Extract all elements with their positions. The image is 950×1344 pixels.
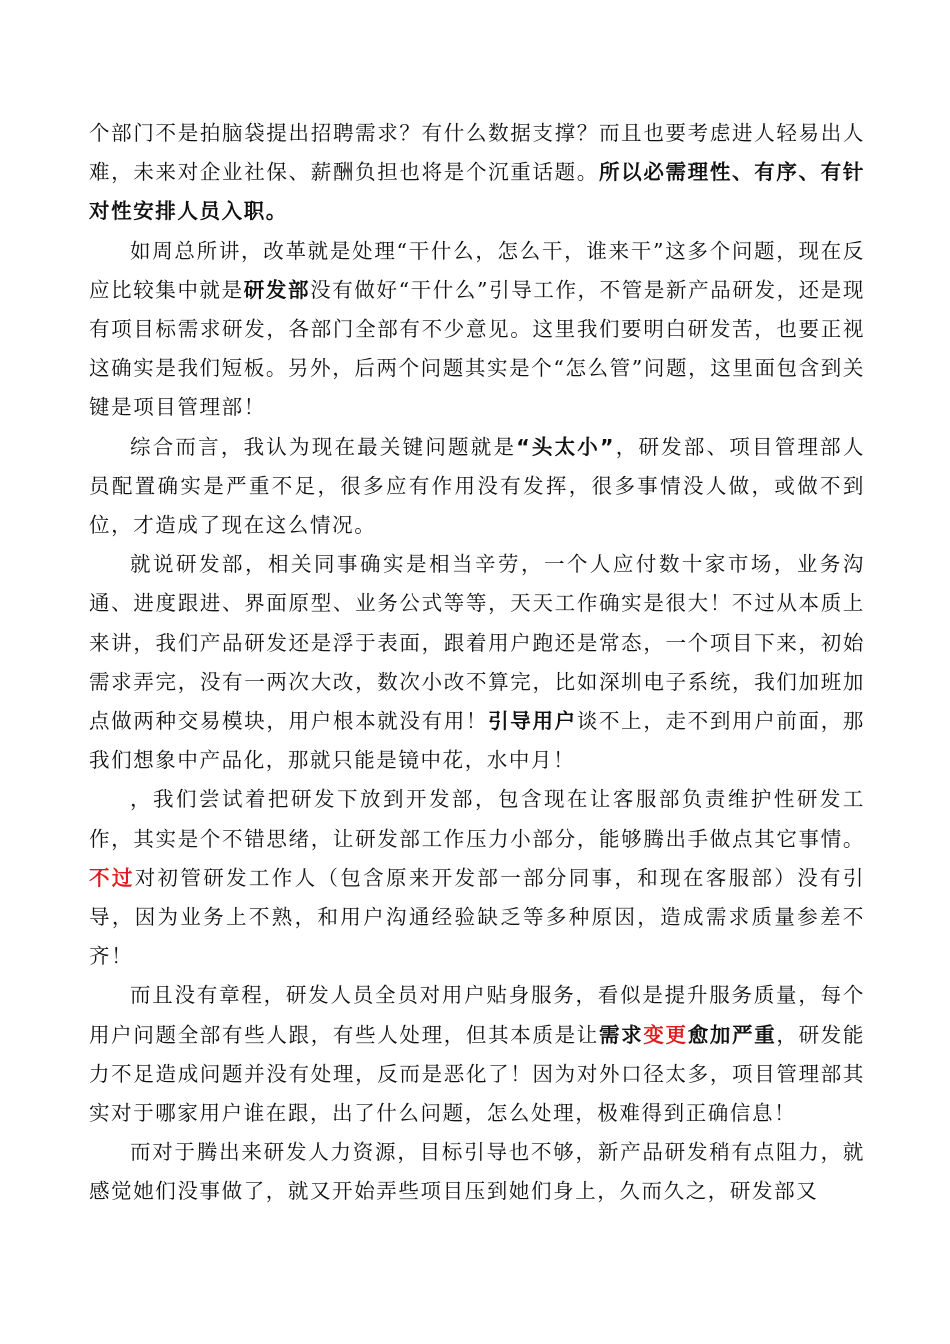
highlight-red-text: 不过 bbox=[89, 865, 135, 890]
paragraph-6 bbox=[89, 976, 865, 1133]
body-text: 对初管研发工作人（包含原来开发部一部分同事，和现在客服部）没有引导，因为业务上不熟，和用户沟通经验缺乏等多种原因，造成需求质量参差不齐！ bbox=[89, 865, 866, 969]
body-text: 谈不上，走不到用户前面，那我们想象中产品化，那就只能是镜中花，水中月！ bbox=[89, 709, 865, 773]
paragraph-2 bbox=[89, 232, 865, 428]
body-text: 而对于腾出来研发人力资源，目标引导也不够，新产品研发稍有点阻力，就感觉她们没事做了，就又开始弄些项目压到她们身上，久而久之，研发部又 bbox=[89, 1140, 865, 1204]
paragraph-7 bbox=[89, 1133, 865, 1211]
body-text: 综合而言，我认为现在最关键问题就是 bbox=[130, 434, 517, 459]
body-text: 没有做好“干什么”引导工作，不管是新产品研发，还是现有项目标需求研发，各部门全部有不少意见。这里我们要明白研发苦，也要正视这确实是我们短板。另外，后两个问题其实是个“怎么管”问题，这里面包含到关键是项目管理部！ bbox=[89, 277, 866, 420]
body-text: ，研发部、项目管理部人员配置确实是严重不足，很多应有作用没有发挥，很多事情没人做，或做不到位，才造成了现在这么情况。 bbox=[89, 434, 865, 538]
emphasis-text: 引导用户 bbox=[488, 709, 577, 734]
emphasis-text: 需求 bbox=[598, 1022, 644, 1047]
emphasis-text: 愈加严重 bbox=[687, 1022, 777, 1047]
body-text: ，我们尝试着把研发下放到开发部，包含现在让客服部负责维护性研发工作，其实是个不错思绪，让研发部工作压力小部分，能够腾出手做点其它事情。 bbox=[89, 787, 865, 851]
emphasis-text: 研发部 bbox=[243, 277, 311, 302]
body-text: 如周总所讲，改革就是处理“干什么，怎么干，谁来干”这多个问题，现在反应比较集中就是 bbox=[89, 238, 865, 302]
body-text: ，研发能力不足造成问题并没有处理，反而是恶化了！因为对外口径太多，项目管理部其实对于哪家用户谁在跟，出了什么问题，怎么处理，极难得到正确信息！ bbox=[89, 1022, 866, 1126]
body-text: 就说研发部，相关同事确实是相当辛劳，一个人应付数十家市场，业务沟通、进度跟进、界面原型、业务公式等等，天天工作确实是很大！不过从本质上来讲，我们产品研发还是浮于表面，跟着用户跑还是常态，一个项目下来，初始需求弄完，没有一两次大改，数次小改不算完，比如深圳电子系统，我们加班加点做两种交易模块，用户根本就没有用！ bbox=[89, 552, 865, 734]
highlight-red-text: 变更 bbox=[643, 1022, 688, 1047]
paragraph-3 bbox=[89, 428, 865, 546]
paragraph-1 bbox=[89, 114, 865, 232]
emphasis-text: “头太小” bbox=[516, 434, 616, 459]
document-body bbox=[89, 114, 865, 1212]
paragraph-5 bbox=[89, 780, 865, 976]
body-text: 而且没有章程，研发人员全员对用户贴身服务，看似是提升服务质量，每个用户问题全部有些人跟，有些人处理，但其本质是让 bbox=[89, 983, 865, 1047]
paragraph-4 bbox=[89, 545, 865, 780]
body-text: 个部门不是拍脑袋提出招聘需求？有什么数据支撑？而且也要考虑进人轻易出人难，未来对企业社保、薪酬负担也将是个沉重话题。 bbox=[89, 121, 865, 185]
emphasis-text: 所以必需理性、有序、有针对性安排人员入职。 bbox=[89, 160, 865, 224]
